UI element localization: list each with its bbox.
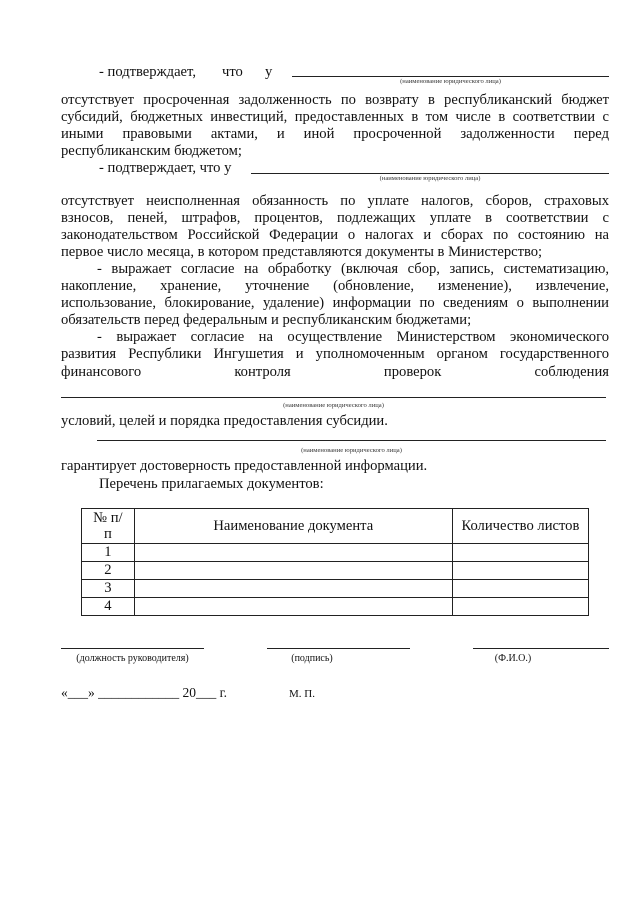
- legal-entity-caption-2: (наименование юридического лица): [379, 175, 481, 182]
- p4-line-3: финансового контроля проверок соблюдения: [61, 364, 609, 380]
- p5-line-1: гарантирует достоверность предоставленной информации.: [61, 458, 428, 474]
- stamp-place: М. П.: [289, 688, 315, 700]
- name-caption: (Ф.И.О.): [494, 653, 532, 664]
- p4-line-1: - выражает согласие на осуществление Министерством экономического: [97, 329, 609, 345]
- signature-caption: (подпись): [291, 653, 333, 664]
- document-name-cell[interactable]: [134, 562, 452, 580]
- document-name-cell[interactable]: [134, 544, 452, 562]
- p2-lead: - подтверждает, что у: [99, 160, 232, 176]
- p1-line-4: республиканским бюджетом;: [61, 143, 242, 159]
- signature-field[interactable]: [267, 648, 410, 649]
- page-count-cell[interactable]: [452, 598, 588, 616]
- p2-line-3: законодательством Российской Федерации о налогах и сборах по состоянию на: [61, 227, 609, 243]
- row-number: 3: [82, 580, 135, 598]
- row-number: 2: [82, 562, 135, 580]
- p1-line-1: отсутствует просроченная задолженность по возврату в республиканский бюджет: [61, 92, 609, 108]
- legal-entity-field-4[interactable]: [97, 440, 606, 441]
- header-document-name: Наименование документа: [134, 509, 452, 544]
- p3-line-1: - выражает согласие на обработку (включая сбор, запись, систематизацию,: [97, 261, 609, 277]
- p3-line-4: обязательств перед федеральным и республиканским бюджетами;: [61, 312, 472, 328]
- p1-at: у: [265, 64, 273, 80]
- legal-entity-field-3[interactable]: [61, 397, 606, 398]
- p2-line-4: первое число месяца, в котором представляются документы в Министерство;: [61, 244, 543, 260]
- p4-line-4: условий, целей и порядка предоставления субсидии.: [61, 413, 388, 429]
- legal-entity-caption-4: (наименование юридического лица): [301, 447, 402, 454]
- name-field[interactable]: [473, 648, 609, 649]
- page-count-cell[interactable]: [452, 562, 588, 580]
- position-caption: (должность руководителя): [76, 653, 189, 664]
- legal-entity-field-1[interactable]: [292, 76, 609, 77]
- table-row: [82, 562, 589, 580]
- position-field[interactable]: [61, 648, 204, 649]
- p1-line-3: иными правовыми актами, и иной просроченной задолженности перед: [61, 126, 609, 142]
- page-count-cell[interactable]: [452, 544, 588, 562]
- attached-documents-heading: Перечень прилагаемых документов:: [99, 476, 324, 492]
- p1-what: что: [222, 64, 243, 80]
- attached-documents-table: [81, 508, 589, 616]
- p1-lead: - подтверждает,: [99, 64, 196, 80]
- table-row: [82, 544, 589, 562]
- table-row: [82, 598, 589, 616]
- header-number: № п/п: [82, 509, 135, 544]
- row-number: 1: [82, 544, 135, 562]
- p1-line-2: субсидий, бюджетных инвестиций, предоставленных в том числе в соответствии с: [61, 109, 609, 125]
- p4-line-2: развития Республики Ингушетия и уполномоченным органом государственного: [61, 346, 609, 362]
- document-name-cell[interactable]: [134, 580, 452, 598]
- p2-line-1: отсутствует неисполненная обязанность по уплате налогов, сборов, страховых: [61, 193, 609, 209]
- p3-line-3: использование, блокирование, удаление) информации по сведениям о выполнении: [61, 295, 609, 311]
- document-name-cell[interactable]: [134, 598, 452, 616]
- legal-entity-field-2[interactable]: [251, 173, 609, 174]
- page-count-cell[interactable]: [452, 580, 588, 598]
- p3-line-2: накопление, хранение, уточнение (обновление, изменение), извлечение,: [61, 278, 609, 294]
- legal-entity-caption-3: (наименование юридического лица): [283, 402, 384, 409]
- p2-line-2: взносов, пеней, штрафов, процентов, подлежащих уплате в соответствии с: [61, 210, 609, 226]
- legal-entity-caption-1: (наименование юридического лица): [400, 78, 501, 85]
- table-header-row: [82, 509, 589, 544]
- row-number: 4: [82, 598, 135, 616]
- date-line: «___» ____________ 20___ г.: [61, 685, 228, 700]
- header-page-count: Количество листов: [452, 509, 588, 544]
- table-row: [82, 580, 589, 598]
